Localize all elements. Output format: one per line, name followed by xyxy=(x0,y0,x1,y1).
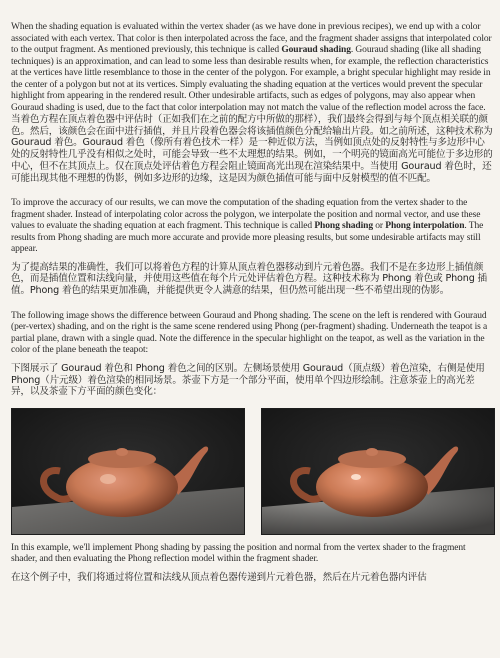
phong-teapot-render xyxy=(262,409,494,534)
paragraph-figure-intro-en: The following image shows the difference between Gouraud and Phong shading. The scene on the left is rendered with Gouraud (per-vertex) shading, and on the right is the same scene rendered using Phong (per-fragment) shading. Underneath the teapot is a partial plane, drawn with a single quad. Note the difference in the specular highlight on the teapot, as well as the variation in the color of the plane beneath the teapot: xyxy=(11,310,488,356)
paragraph-text: or xyxy=(372,221,386,232)
teapot-knob xyxy=(116,448,128,456)
teapot-knob xyxy=(366,448,378,456)
paragraph-text: . The results from Phong shading are much more accurate and provide more pleasing results, but some undesirable artifacts may still appear. xyxy=(11,221,484,255)
paragraph-gouraud-zh: 当着色方程在顶点着色器中评估时（正如我们在之前的配方中所做的那样），我们最终会得到与每个顶点相关联的颜色。然后，该颜色会在面中进行插值，并且片段着色器会将该插值颜色分配给输出片段。如之前所述，这种技术称为 Gouraud 着色。Gouraud 着色（像所有着色技术一样）是一种近似方法，当例如顶点处的反射特性与多边形中心处的反射特性几乎没有相似之处时，可能会导致一些不太理想的结果。例如，一个明亮的镜面高光可能位于多边形的中心，但不在其顶点上。仅在顶点处评估着色方程会阻止镜面高光出现在渲染结果中。当使用 Gouraud 着色时，还可能出现其他不理想的伪影，例如多边形的边缘，这是因为颜色插值可能与面中反射模型的值不匹配。 xyxy=(11,114,493,184)
gouraud-teapot-render xyxy=(12,409,244,534)
term-gouraud-shading: Gouraud shading xyxy=(281,45,351,55)
paragraph-example-zh: 在这个例子中，我们将通过将位置和法线从顶点着色器传递到片元着色器，然后在片元着色器内评估 xyxy=(11,571,427,583)
paragraph-phong-zh: 为了提高结果的准确性，我们可以将着色方程的计算从顶点着色器移动到片元着色器。我们不是在多边形上插值颜色，而是插值位置和法线向量，并使用这些值在每个片元处评估着色方程。这种技术称为 Phong 着色或 Phong 插值。Phong 着色的结果更加准确，并能提供更令人满意的结果，但仍然可能出现一些不希望出现的伪影。 xyxy=(11,261,487,297)
specular-highlight xyxy=(351,474,361,480)
gouraud-teapot-image xyxy=(11,408,245,535)
term-phong-shading: Phong shading xyxy=(314,221,373,232)
paragraph-example-en: In this example, we'll implement Phong shading by passing the position and normal from the vertex shader to the fragment shader, and then evaluating the Phong reflection model within the fragment shader. xyxy=(11,542,466,565)
paragraph-text: . Gouraud shading (like all shading techniques) is an approximation, and can lead to some less than desirable results when, for example, the reflection characteristics at the vertices have little resemblance to those in the center of the polygon. For example, a bright specular highlight may reside in the center of a polygon but not at its vertices. Simply evaluating the shading equation at the vertices would prevent the specular highlight from appearing in the rendered result. Other undesirable artifacts, such as edges of polygons, may also appear when Gouraud shading is used, due to the fact that color interpolation may not match the value of the reflection model across the face. xyxy=(11,45,491,113)
phong-teapot-image xyxy=(261,408,495,535)
term-phong-interpolation: Phong interpolation xyxy=(385,221,465,232)
shading-comparison-figure xyxy=(11,408,495,535)
specular-highlight xyxy=(100,474,116,484)
paragraph-gouraud-en xyxy=(11,22,493,114)
paragraph-figure-intro-zh: 下图展示了 Gouraud 着色和 Phong 着色之间的区别。左侧场景使用 Gouraud（顶点级）着色渲染，右侧是使用 Phong（片元级）着色渲染的相同场景。茶壶下方是一个部分平面，使用单个四边形绘制。注意茶壶上的高光差异，以及茶壶下方平面的颜色变化： xyxy=(11,362,485,398)
paragraph-text: To improve the accuracy of our results, we can move the computation of the shading equation from the vertex shader to the fragment shader. Instead of interpolating color across the polygon, we interpolate the position and normal vector, and use these values to evaluate the shading equation at each fragment. This technique is called xyxy=(11,198,481,232)
document-page xyxy=(11,22,493,584)
paragraph-phong-en xyxy=(11,198,493,256)
paragraph-text: When the shading equation is evaluated within the vertex shader (as we have done in previous recipes), we end up with a color associated with each vertex. That color is then interpolated across the face, and the fragment shader assigns that interpolated color to the output fragment. As mentioned previously, this technique is called xyxy=(11,22,492,55)
